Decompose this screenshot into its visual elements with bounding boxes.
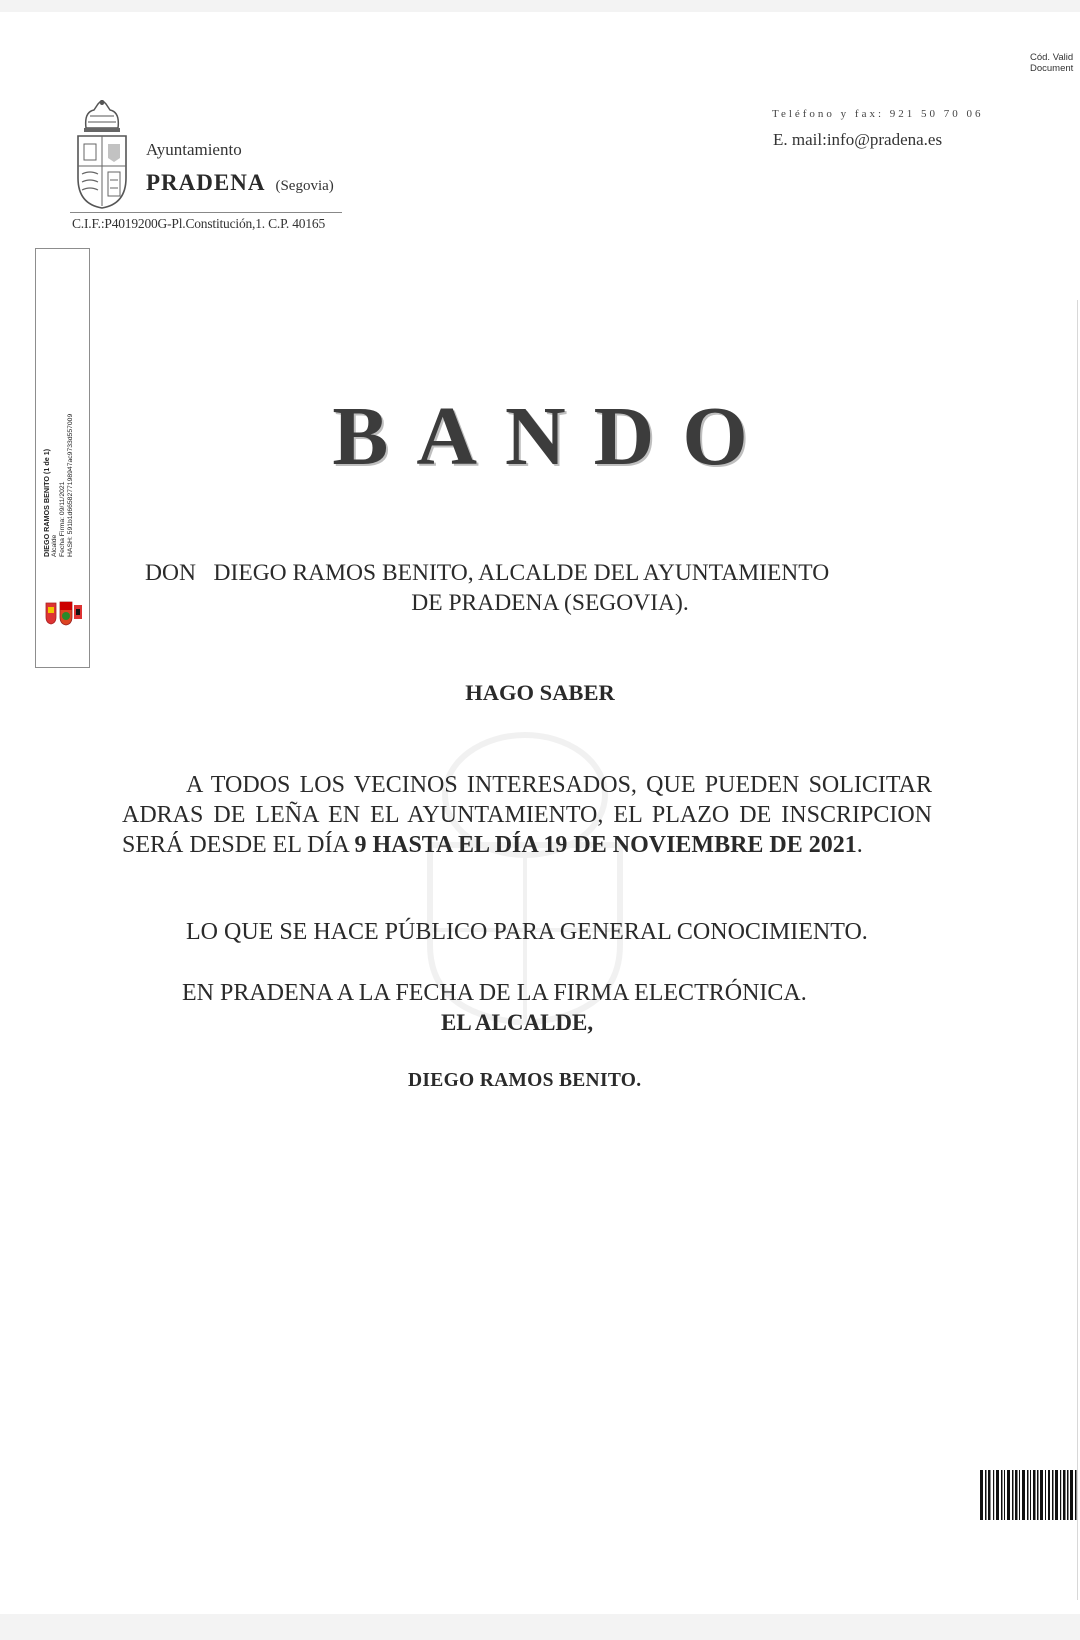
email-line: E. mail:info@pradena.es [773, 130, 943, 149]
municipal-emblem-icon [42, 599, 84, 627]
place-date-line: EN PRADENA A LA FECHA DE LA FIRMA ELECTRÓNICA. [182, 980, 807, 1006]
announcement-body [122, 770, 932, 860]
public-notice-line: LO QUE SE HACE PÚBLICO PARA GENERAL CONOCIMIENTO. [186, 919, 868, 945]
header-divider [70, 212, 342, 213]
validation-code-line1: Cód. Valid [1030, 52, 1074, 63]
mayor-title: EL ALCALDE, [441, 1010, 594, 1035]
mayor-name: DIEGO RAMOS BENITO. [408, 1070, 642, 1091]
coat-of-arms-icon [74, 100, 130, 210]
signature-date: Fecha Firma: 09/11/2021 [59, 481, 66, 557]
signature-signer: DIEGO RAMOS BENITO (1 de 1) [42, 448, 51, 557]
barcode-icon [980, 1470, 1080, 1520]
document-title: BANDO [332, 390, 776, 483]
announcement-body-text: A TODOS LOS VECINOS INTERESADOS, QUE PUEDEN SOLICITAR ADRAS DE LEÑA EN EL AYUNTAMIENTO, EL PLAZO DE INSCRIPCION SERÁ DESDE EL DÍA [122, 772, 932, 858]
cif-address-line: C.I.F.:P4019200G-Pl.Constitución,1. C.P. 40165 [72, 216, 326, 231]
addressee-block [145, 558, 915, 618]
province-label: (Segovia) [275, 178, 334, 194]
page-edge-line [1077, 300, 1078, 1600]
validation-code-line2: Document [1030, 63, 1074, 74]
town-name-text: PRADENA [146, 170, 266, 195]
announcement-period-dates: 9 HASTA EL DÍA 19 DE NOVIEMBRE DE 2021 [354, 832, 857, 858]
signature-hash: HASH: 591b1d6658277198947ac9733d557009 [67, 413, 74, 557]
addressee-line-1: DON DIEGO RAMOS BENITO, ALCALDE DEL AYUNTAMIENTO [145, 560, 830, 586]
ayuntamiento-label: Ayuntamiento [146, 140, 242, 159]
signature-role: Alcalde [51, 534, 58, 557]
announcement-body-end: . [856, 832, 863, 858]
hago-saber-heading: HAGO SABER [465, 680, 615, 705]
addressee-line-2: DE PRADENA (SEGOVIA). [411, 590, 689, 616]
watermark-seal-icon [390, 705, 660, 1025]
validation-code-label [1030, 52, 1073, 74]
town-name [146, 170, 334, 196]
phone-fax-line: Teléfono y fax: 921 50 70 06 [772, 108, 984, 120]
